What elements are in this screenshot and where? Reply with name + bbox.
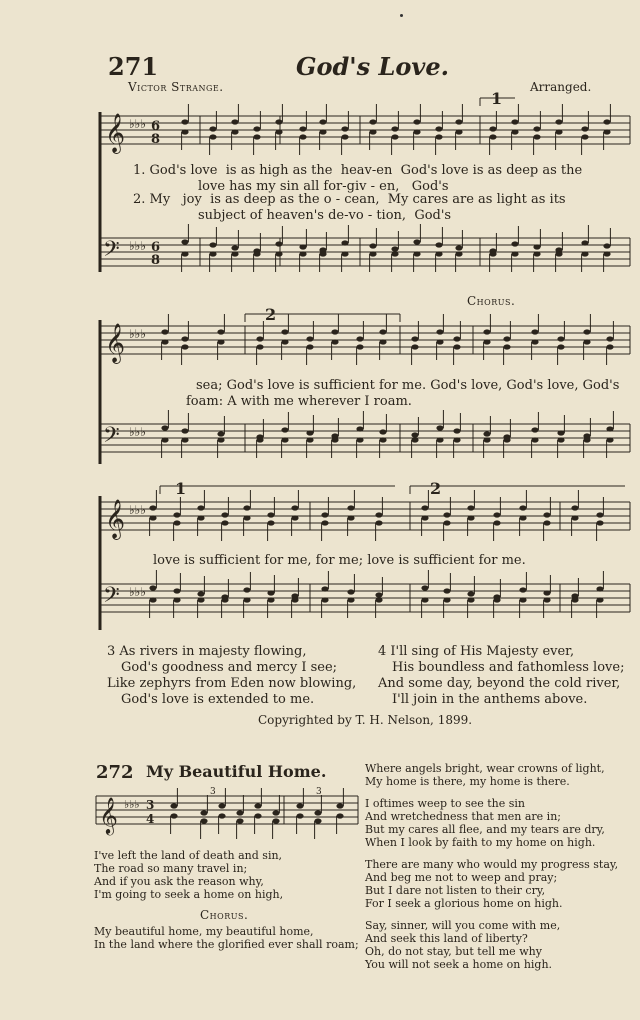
note-head: [391, 126, 398, 131]
note-head: [489, 251, 496, 256]
note-head: [531, 339, 538, 344]
chorus-label: Chorus.: [467, 294, 516, 308]
note-head: [543, 520, 550, 525]
volta-1: 1: [491, 92, 503, 108]
note-head: [467, 597, 474, 602]
note-head: [557, 430, 564, 435]
music-excerpt: [94, 786, 362, 844]
note-head: [603, 243, 610, 248]
note-head: [583, 339, 590, 344]
note-head: [581, 240, 588, 245]
note-head: [369, 119, 376, 124]
svg-text:3: 3: [210, 787, 216, 797]
treble-clef-icon: 𝄞: [105, 113, 126, 153]
note-head: [411, 344, 418, 349]
volta-2: 2: [430, 479, 442, 498]
note-head: [291, 597, 298, 602]
note-head: [503, 437, 510, 442]
note-head: [173, 520, 180, 525]
note-head: [347, 505, 354, 510]
note-head: [596, 586, 603, 591]
bass-clef-icon: 𝄢: [103, 423, 120, 453]
note-head: [411, 437, 418, 442]
note-head: [321, 586, 328, 591]
note-head: [181, 119, 188, 124]
note-head: [511, 129, 518, 134]
author: Victor Strange.: [128, 80, 224, 94]
chorus-label: Chorus.: [200, 908, 249, 922]
note-head: [436, 329, 443, 334]
note-head: [296, 813, 303, 818]
hymn-title: God's Love.: [296, 52, 449, 81]
note-head: [209, 251, 216, 256]
ink-speck: [400, 14, 403, 17]
note-head: [275, 251, 282, 256]
note-head: [275, 129, 282, 134]
note-head: [149, 585, 156, 590]
note-head: [231, 245, 238, 250]
note-head: [321, 512, 328, 517]
note-head: [236, 810, 243, 815]
note-head: [455, 251, 462, 256]
note-head: [275, 119, 282, 124]
lyrics-line: subject of heaven's de-vo - tion, God's: [198, 208, 452, 223]
note-head: [170, 803, 177, 808]
note-head: [281, 427, 288, 432]
svg-text:6: 6: [151, 119, 161, 134]
note-head: [299, 251, 306, 256]
note-head: [306, 430, 313, 435]
note-head: [443, 597, 450, 602]
note-head: [347, 515, 354, 520]
svg-text:6: 6: [151, 240, 161, 255]
verse-4: 4 I'll sing of His Majesty ever, His boundless and fathomless love; And some day, beyond the cold river, I'll join in the anthems above.: [378, 644, 625, 707]
note-head: [436, 339, 443, 344]
note-head: [181, 437, 188, 442]
svg-text:𝄞: 𝄞: [99, 796, 118, 834]
note-head: [356, 336, 363, 341]
note-head: [267, 590, 274, 595]
note-head: [341, 251, 348, 256]
note-head: [149, 515, 156, 520]
note-head: [197, 505, 204, 510]
bass-staff: [100, 238, 630, 266]
note-head: [421, 515, 428, 520]
note-head: [511, 251, 518, 256]
note-head: [347, 589, 354, 594]
note-head: [453, 428, 460, 433]
note-head: [519, 587, 526, 592]
lyrics-line: 2. My joy is as deep as the o - cean, My cares are as light as its: [133, 192, 566, 207]
note-head: [231, 119, 238, 124]
note-head: [375, 592, 382, 597]
note-head: [306, 437, 313, 442]
note-head: [341, 240, 348, 245]
note-head: [170, 813, 177, 818]
note-head: [555, 129, 562, 134]
note-head: [391, 246, 398, 251]
note-head: [503, 344, 510, 349]
svg-text:♭♭♭: ♭♭♭: [129, 503, 146, 517]
note-head: [221, 520, 228, 525]
note-head: [321, 520, 328, 525]
note-head: [319, 251, 326, 256]
note-head: [596, 512, 603, 517]
note-head: [243, 597, 250, 602]
note-head: [218, 803, 225, 808]
svg-text:♭♭♭: ♭♭♭: [124, 798, 140, 811]
note-head: [181, 251, 188, 256]
treble-clef-icon: 𝄞: [105, 323, 126, 363]
note-head: [531, 329, 538, 334]
note-head: [217, 437, 224, 442]
note-head: [161, 437, 168, 442]
note-head: [603, 119, 610, 124]
note-head: [436, 437, 443, 442]
note-head: [531, 427, 538, 432]
note-head: [296, 803, 303, 808]
note-head: [583, 329, 590, 334]
note-head: [581, 251, 588, 256]
note-head: [149, 597, 156, 602]
note-head: [603, 251, 610, 256]
verse-3: 3 As rivers in majesty flowing, God's goodness and mercy I see; Like zephyrs from Eden now blowing, God's love is extended to me.: [107, 644, 357, 707]
note-head: [253, 126, 260, 131]
note-head: [369, 243, 376, 248]
note-head: [291, 515, 298, 520]
note-head: [511, 241, 518, 246]
note-head: [319, 119, 326, 124]
hymn-title: My Beautiful Home.: [146, 762, 327, 781]
note-head: [267, 597, 274, 602]
note-head: [543, 590, 550, 595]
note-head: [181, 344, 188, 349]
note-head: [256, 336, 263, 341]
note-head: [467, 515, 474, 520]
note-head: [413, 239, 420, 244]
arranger: Arranged.: [530, 80, 592, 94]
note-head: [571, 597, 578, 602]
note-head: [221, 597, 228, 602]
note-head: [369, 251, 376, 256]
svg-text:3: 3: [316, 787, 322, 797]
note-head: [243, 515, 250, 520]
note-head: [254, 813, 261, 818]
note-head: [379, 339, 386, 344]
bass-clef-icon: 𝄢: [103, 237, 120, 267]
note-head: [483, 329, 490, 334]
note-head: [217, 431, 224, 436]
note-head: [281, 329, 288, 334]
note-head: [369, 129, 376, 134]
note-head: [299, 126, 306, 131]
note-head: [603, 129, 610, 134]
svg-text:♭♭♭: ♭♭♭: [129, 585, 146, 599]
verse-1: I've left the land of death and sin, The road so many travel in; And if you ask the reason why, I'm going to seek a home on high,: [94, 849, 284, 901]
note-head: [413, 119, 420, 124]
note-head: [583, 437, 590, 442]
note-head: [379, 429, 386, 434]
note-head: [231, 129, 238, 134]
lyrics-line: 1. God's love is as high as the heav-en God's love is as deep as the: [133, 163, 583, 178]
note-head: [243, 505, 250, 510]
note-head: [272, 810, 279, 815]
svg-text:♭♭♭: ♭♭♭: [129, 425, 146, 439]
note-head: [181, 336, 188, 341]
note-head: [336, 813, 343, 818]
note-head: [209, 126, 216, 131]
note-head: [281, 437, 288, 442]
note-head: [181, 239, 188, 244]
note-head: [543, 512, 550, 517]
right-column: Where angels bright, wear crowns of light, My home is there, my home is there. I oftimes weep to see the sin And wretchedness that men are in; But my cares all flee, and my tears are dry, When I look by faith to my home on high. There are many who would my progress stay, And beg me not to weep and pray; But I dare not listen to their cry, For I seek a glorious home on high. Say, sinner, will you come with me, And seek this land of liberty? Oh, do not stay, but tell me why You will not seek a home on high.: [365, 762, 619, 971]
svg-text:♭♭♭: ♭♭♭: [129, 239, 146, 253]
note-head: [571, 515, 578, 520]
note-head: [243, 587, 250, 592]
note-head: [217, 339, 224, 344]
note-head: [606, 344, 613, 349]
bass-clef-icon: 𝄢: [103, 583, 120, 613]
note-head: [161, 425, 168, 430]
note-head: [356, 426, 363, 431]
lyrics-line: love is sufficient for me, for me; love is sufficient for me.: [153, 553, 526, 568]
note-head: [483, 431, 490, 436]
note-head: [331, 339, 338, 344]
note-head: [443, 588, 450, 593]
note-head: [533, 126, 540, 131]
note-head: [467, 591, 474, 596]
note-head: [557, 437, 564, 442]
note-head: [483, 437, 490, 442]
note-head: [314, 818, 321, 823]
note-head: [181, 129, 188, 134]
note-head: [331, 437, 338, 442]
note-head: [197, 591, 204, 596]
note-head: [253, 251, 260, 256]
note-head: [411, 336, 418, 341]
note-head: [543, 597, 550, 602]
volta-2: 2: [265, 306, 277, 324]
note-head: [375, 512, 382, 517]
chorus-text: My beautiful home, my beautiful home, In the land where the glorified ever shall roam;: [94, 925, 359, 951]
note-head: [254, 803, 261, 808]
note-head: [197, 597, 204, 602]
note-head: [453, 437, 460, 442]
note-head: [596, 597, 603, 602]
note-head: [455, 245, 462, 250]
note-head: [331, 329, 338, 334]
lyrics-line: sea; God's love is sufficient for me. God's love, God's love, God's: [196, 378, 620, 393]
note-head: [209, 242, 216, 247]
note-head: [291, 505, 298, 510]
note-head: [606, 426, 613, 431]
note-head: [606, 336, 613, 341]
note-head: [306, 344, 313, 349]
note-head: [571, 505, 578, 510]
svg-text:3: 3: [146, 798, 155, 812]
note-head: [503, 336, 510, 341]
note-head: [435, 251, 442, 256]
note-head: [253, 134, 260, 139]
svg-text:4: 4: [146, 812, 155, 826]
note-head: [236, 818, 243, 823]
svg-text:♭♭♭: ♭♭♭: [129, 327, 146, 341]
note-head: [443, 512, 450, 517]
note-head: [391, 134, 398, 139]
note-head: [217, 329, 224, 334]
note-head: [347, 597, 354, 602]
note-head: [443, 520, 450, 525]
note-head: [173, 597, 180, 602]
note-head: [455, 119, 462, 124]
note-head: [511, 119, 518, 124]
note-head: [379, 437, 386, 442]
note-head: [606, 437, 613, 442]
note-head: [173, 588, 180, 593]
note-head: [435, 242, 442, 247]
note-head: [375, 597, 382, 602]
note-head: [533, 244, 540, 249]
note-head: [533, 134, 540, 139]
treble-staff: [100, 116, 630, 144]
note-head: [275, 241, 282, 246]
lyrics-line: foam: A with me wherever I roam.: [186, 394, 412, 409]
note-head: [341, 126, 348, 131]
note-head: [453, 336, 460, 341]
note-head: [421, 585, 428, 590]
note-head: [299, 244, 306, 249]
lyrics-line: love has my sin all for-giv - en, God's: [198, 179, 449, 194]
note-head: [519, 505, 526, 510]
note-head: [435, 134, 442, 139]
note-head: [356, 344, 363, 349]
note-head: [267, 512, 274, 517]
note-head: [256, 344, 263, 349]
note-head: [200, 818, 207, 823]
note-head: [319, 129, 326, 134]
note-head: [581, 126, 588, 131]
hymn-number: 271: [108, 52, 159, 81]
svg-text:8: 8: [151, 253, 161, 268]
note-head: [161, 339, 168, 344]
note-head: [375, 520, 382, 525]
note-head: [493, 520, 500, 525]
note-head: [489, 126, 496, 131]
note-head: [519, 515, 526, 520]
note-head: [173, 512, 180, 517]
note-head: [356, 437, 363, 442]
copyright: Copyrighted by T. H. Nelson, 1899.: [258, 713, 473, 727]
note-head: [531, 437, 538, 442]
note-head: [483, 339, 490, 344]
note-head: [519, 597, 526, 602]
note-head: [281, 339, 288, 344]
note-head: [413, 251, 420, 256]
note-head: [256, 437, 263, 442]
note-head: [493, 512, 500, 517]
svg-text:8: 8: [151, 132, 161, 147]
note-head: [218, 813, 225, 818]
note-head: [533, 251, 540, 256]
note-head: [555, 251, 562, 256]
note-head: [555, 119, 562, 124]
treble-clef-icon: 𝄞: [105, 499, 126, 539]
note-head: [181, 428, 188, 433]
note-head: [336, 803, 343, 808]
note-head: [209, 134, 216, 139]
note-head: [421, 597, 428, 602]
note-head: [231, 251, 238, 256]
volta-1: 1: [175, 479, 187, 498]
note-head: [467, 505, 474, 510]
note-head: [411, 432, 418, 437]
note-head: [391, 251, 398, 256]
note-head: [493, 597, 500, 602]
note-head: [435, 126, 442, 131]
note-head: [379, 329, 386, 334]
note-head: [272, 818, 279, 823]
note-head: [267, 520, 274, 525]
note-head: [149, 505, 156, 510]
note-head: [581, 134, 588, 139]
note-head: [453, 344, 460, 349]
note-head: [306, 336, 313, 341]
note-head: [321, 597, 328, 602]
hymn-number: 272: [96, 762, 134, 783]
note-head: [299, 134, 306, 139]
note-head: [557, 336, 564, 341]
note-head: [221, 512, 228, 517]
note-head: [197, 515, 204, 520]
note-head: [596, 520, 603, 525]
note-head: [557, 344, 564, 349]
note-head: [161, 329, 168, 334]
note-head: [341, 134, 348, 139]
note-head: [489, 134, 496, 139]
note-head: [455, 129, 462, 134]
svg-text:♭♭♭: ♭♭♭: [129, 117, 146, 131]
note-head: [436, 425, 443, 430]
note-head: [421, 505, 428, 510]
note-head: [314, 810, 321, 815]
note-head: [200, 810, 207, 815]
note-head: [413, 129, 420, 134]
